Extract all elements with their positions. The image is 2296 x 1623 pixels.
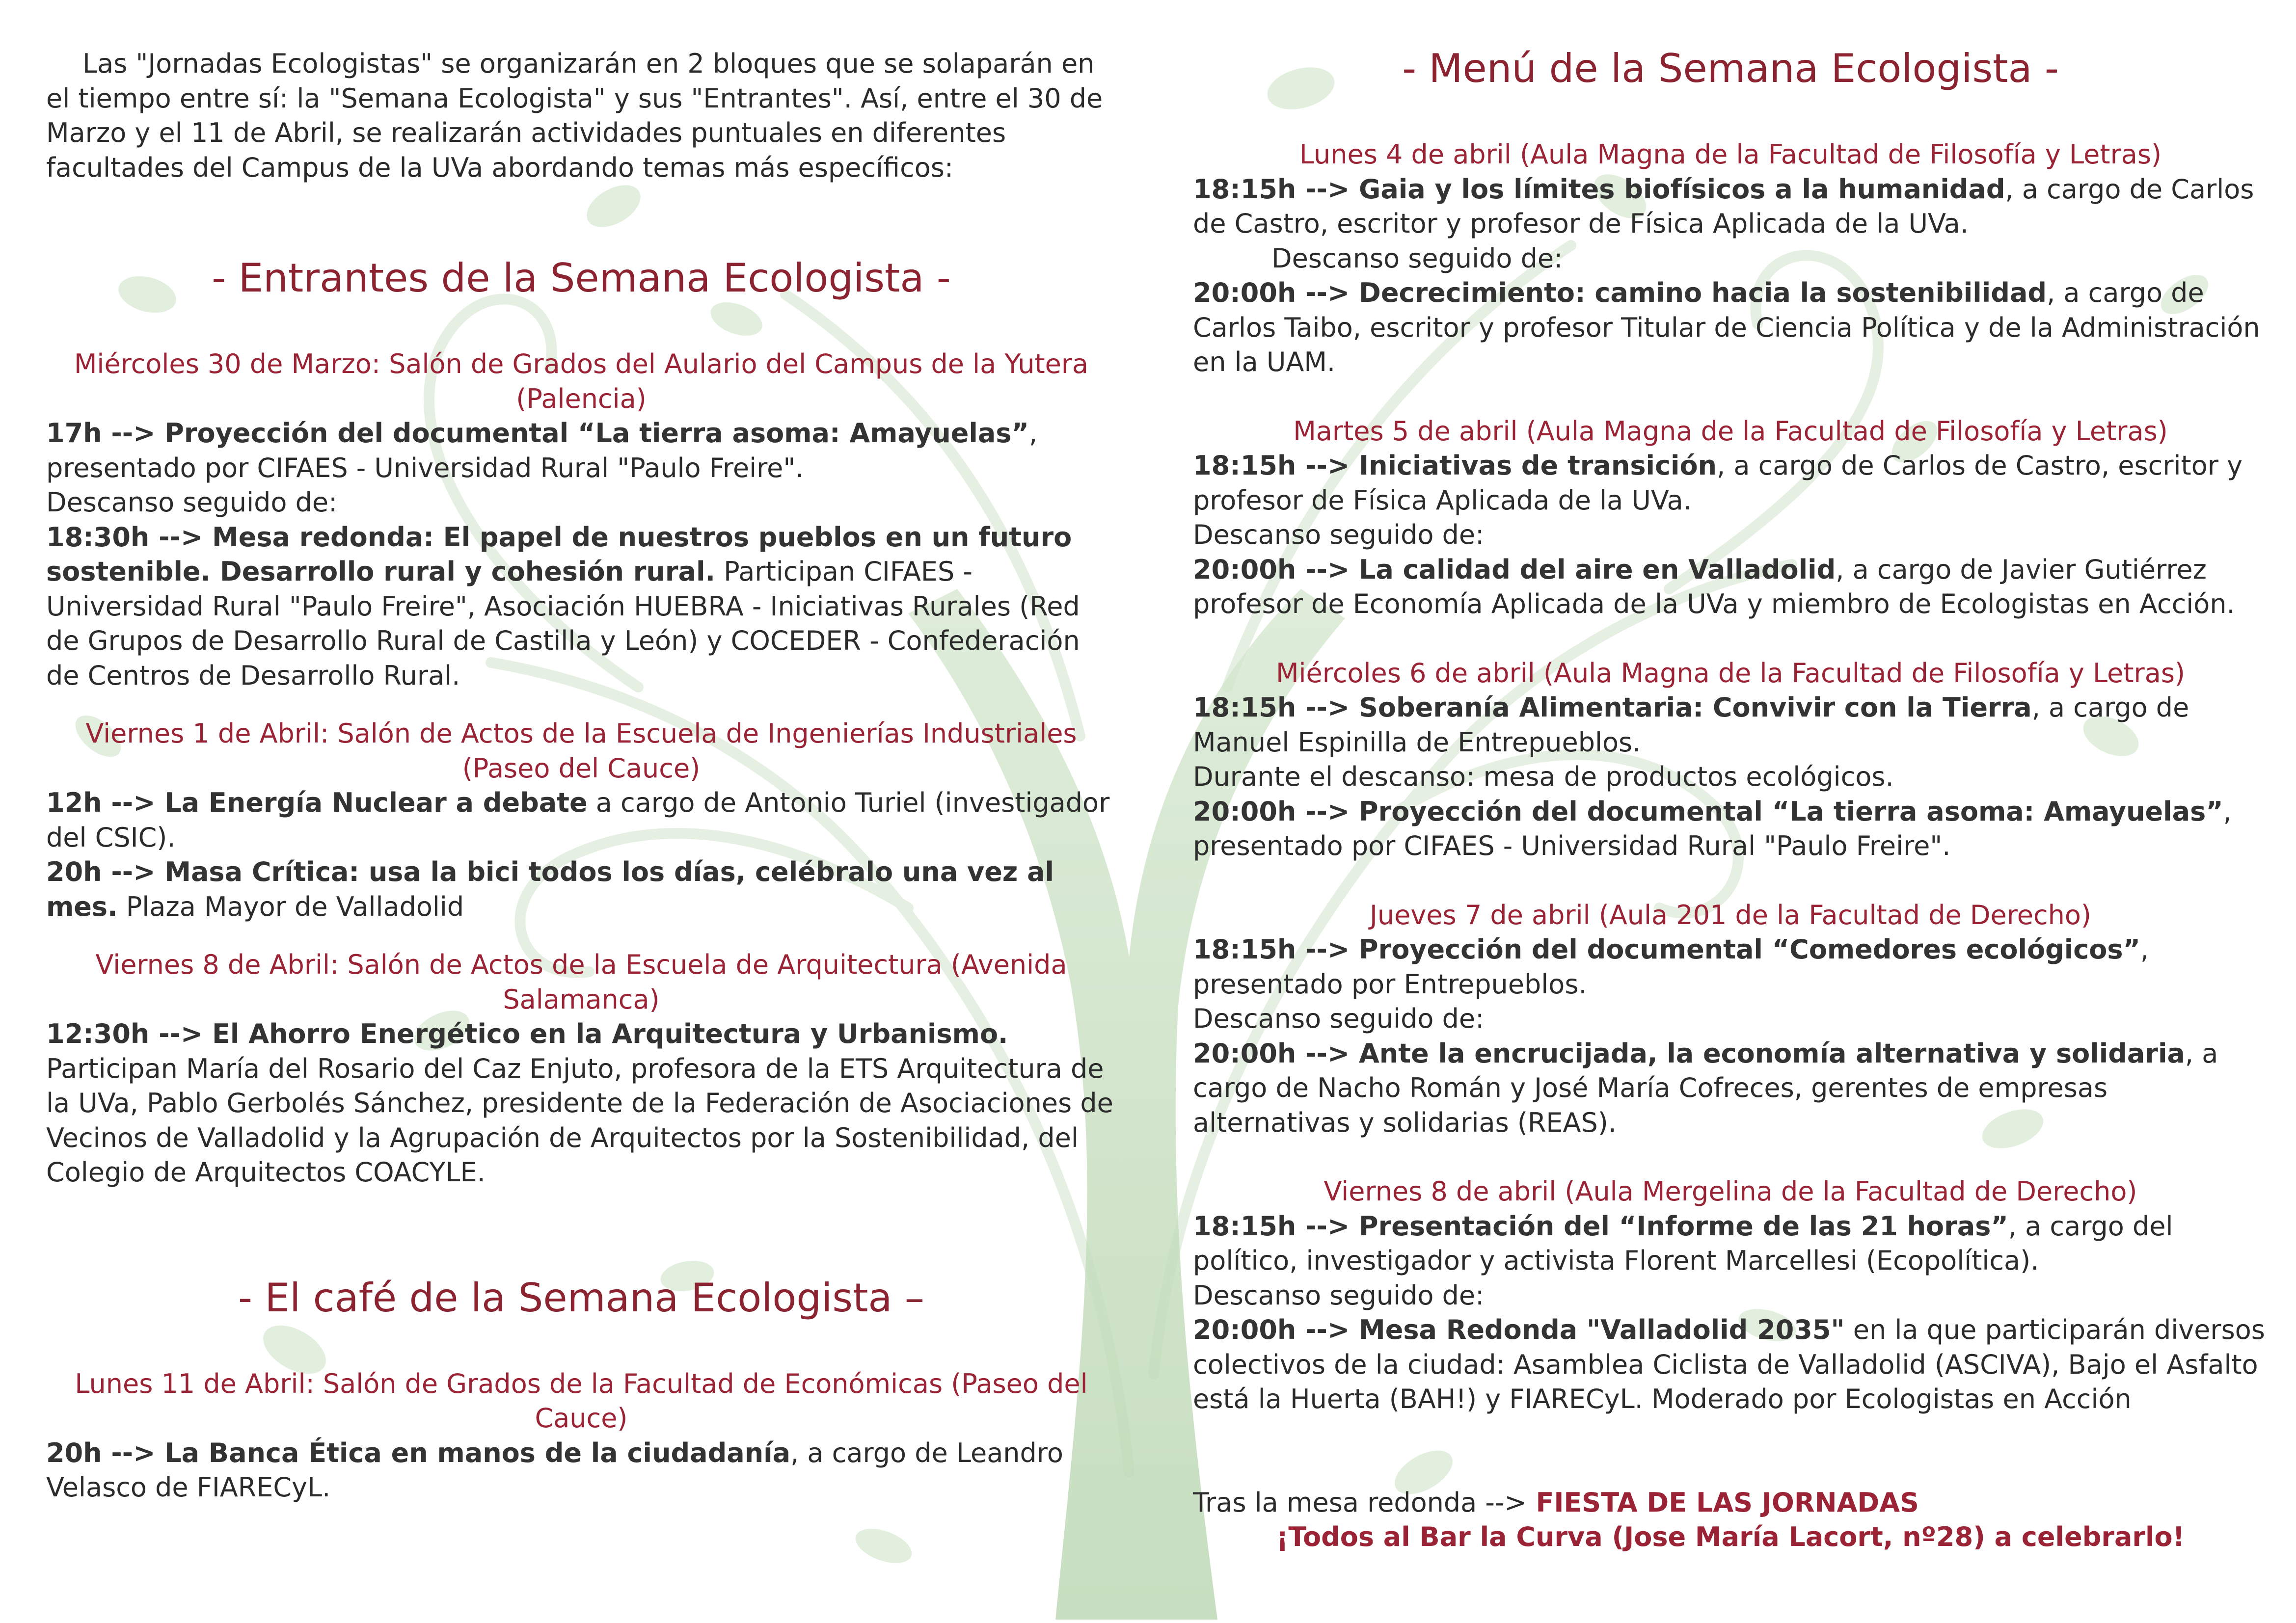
intro-paragraph: Las "Jornadas Ecologistas" se organizarán en 2 bloques que se solaparán en el tiempo entre sí: la "Semana Ecologista" y sus "Entrantes". Así, entre el 30 de Marzo y el 11 de Abril, se realizarán actividades puntuales en diferentes facultades del Campus de la UVa abordando temas más específicos: xyxy=(46,48,1103,183)
menu-lunes-header: Lunes 4 de abril (Aula Magna de la Facultad de Filosofía y Letras) xyxy=(1299,139,2162,170)
event-details: , presentado por CIFAES - Universidad Rural "Paulo Freire". xyxy=(46,418,1038,483)
event-title: 20:00h --> Mesa Redonda "Valladolid 2035" xyxy=(1193,1314,1845,1345)
event-details: en la que participarán diversos colectivos de la ciudad: Asamblea Ciclista de Valladolid (ASCIVA), Bajo el Asfalto está la Huerta (BAH!) y FIARECyL. Moderado por Ecologistas en Acción xyxy=(1193,1314,2265,1414)
event-details: Participan María del Rosario del Caz Enjuto, profesora de la ETS Arquitectura de la UVa, Pablo Gerbolés Sánchez, presidente de la Federación de Asociaciones de Vecinos de Valladolid y la Agrupación de Arquitectos por la Sostenibilidad, del Colegio de Arquitectos COACYLE. xyxy=(46,1053,1113,1188)
event-details: Plaza Mayor de Valladolid xyxy=(117,891,464,922)
entrantes-day1-header: Miércoles 30 de Marzo: Salón de Grados del Aulario del Campus de la Yutera (Palencia) xyxy=(74,348,1089,414)
event-title: 20:00h --> La calidad del aire en Valladolid xyxy=(1193,554,1836,585)
menu-miercoles-event2 xyxy=(1193,795,2268,864)
fiesta-celebration-text: ¡Todos al Bar la Curva (Jose María Lacort, nº28) a celebrarlo! xyxy=(1276,1521,2185,1552)
entrantes-day3-event1 xyxy=(46,1017,1116,1190)
event-details: , presentado por CIFAES - Universidad Rural "Paulo Freire". xyxy=(1193,796,2232,861)
menu-miercoles-event1 xyxy=(1193,691,2268,760)
fiesta-lead: Tras la mesa redonda --> xyxy=(1193,1487,1527,1518)
event-title: 18:15h --> Proyección del documental “Comedores ecológicos” xyxy=(1193,934,2140,965)
entrantes-title: - Entrantes de la Semana Ecologista - xyxy=(212,255,951,301)
entrantes-day2-header: Viernes 1 de Abril: Salón de Actos de la Escuela de Ingenierías Industriales (Paseo del Cauce) xyxy=(85,718,1077,784)
menu-lunes-break: Descanso seguido de: xyxy=(1271,242,1563,274)
event-title: 20h --> Masa Crítica: usa la bici todos los días, celébralo una vez al mes. xyxy=(46,856,1054,922)
event-title: 17h --> Proyección del documental “La tierra asoma: Amayuelas” xyxy=(46,418,1029,449)
menu-martes-break: Descanso seguido de: xyxy=(1193,519,1485,550)
event-details: , a cargo de Manuel Espinilla de Entrepueblos. xyxy=(1193,692,2189,758)
event-title: 20:00h --> Decrecimiento: camino hacia la sostenibilidad xyxy=(1193,277,2047,308)
event-title: 18:30h --> Mesa redonda: El papel de nuestros pueblos en un futuro sostenible. Desarrollo rural y cohesión rural. xyxy=(46,521,1072,587)
menu-jueves-event1 xyxy=(1193,932,2268,1002)
menu-martes-header: Martes 5 de abril (Aula Magna de la Facultad de Filosofía y Letras) xyxy=(1293,415,2168,447)
menu-lunes-event2 xyxy=(1193,276,2268,380)
event-title: 20h --> La Banca Ética en manos de la ciudadanía xyxy=(46,1437,791,1468)
menu-jueves-break: Descanso seguido de: xyxy=(1193,1003,1485,1034)
event-details: , a cargo de Carlos de Castro, escritor y profesor de Física Aplicada de la UVa. xyxy=(1193,173,2254,239)
menu-jueves-header: Jueves 7 de abril (Aula 201 de la Facultad de Derecho) xyxy=(1370,899,2091,931)
entrantes-day2-event1 xyxy=(46,786,1116,855)
event-title: 12:30h --> El Ahorro Energético en la Arquitectura y Urbanismo. xyxy=(46,1018,1008,1049)
event-title: 20:00h --> Ante la encrucijada, la economía alternativa y solidaria xyxy=(1193,1038,2185,1069)
event-details: , a cargo de Nacho Román y José María Cofreces, gerentes de empresas alternativas y solidarias (REAS). xyxy=(1193,1038,2218,1138)
menu-viernes-break: Descanso seguido de: xyxy=(1193,1279,1485,1311)
menu-lunes-event1 xyxy=(1193,172,2268,241)
event-details: , a cargo de Carlos Taibo, escritor y profesor Titular de Ciencia Política y de la Administración en la UAM. xyxy=(1193,277,2260,377)
menu-miercoles-header: Miércoles 6 de abril (Aula Magna de la Facultad de Filosofía y Letras) xyxy=(1275,657,2186,689)
fiesta-name: FIESTA DE LAS JORNADAS xyxy=(1526,1487,1919,1518)
event-details: , a cargo de Javier Gutiérrez profesor de Economía Aplicada de la UVa y miembro de Ecologistas en Acción. xyxy=(1193,554,2235,619)
event-title: 18:15h --> Presentación del “Informe de las 21 horas” xyxy=(1193,1210,2008,1242)
menu-jueves-event2 xyxy=(1193,1037,2268,1141)
menu-martes-event1 xyxy=(1193,449,2268,518)
event-details: a cargo de Antonio Turiel (investigador del CSIC). xyxy=(46,787,1110,853)
event-details: Participan CIFAES - Universidad Rural "Paulo Freire", Asociación HUEBRA - Iniciativas Rurales (Red de Grupos de Desarrollo Rural de Castilla y León) y COCEDER - Confederación de Centros de Desarrollo Rural. xyxy=(46,556,1080,691)
event-title: 12h --> La Energía Nuclear a debate xyxy=(46,787,588,818)
menu-viernes-header: Viernes 8 de abril (Aula Mergelina de la Facultad de Derecho) xyxy=(1324,1176,2137,1207)
entrantes-day2-event2 xyxy=(46,855,1116,924)
event-title: 18:15h --> Gaia y los límites biofísicos a la humanidad xyxy=(1193,173,2005,205)
entrantes-day1-break: Descanso seguido de: xyxy=(46,487,338,518)
event-details: , a cargo de Carlos de Castro, escritor y profesor de Física Aplicada de la UVa. xyxy=(1193,450,2243,516)
cafe-event1 xyxy=(46,1436,1116,1505)
event-details: , presentado por Entrepueblos. xyxy=(1193,934,2149,1000)
fiesta-celebration xyxy=(1193,1520,2268,1555)
entrantes-day3-header: Viernes 8 de Abril: Salón de Actos de la Escuela de Arquitectura (Avenida Salamanca) xyxy=(95,949,1067,1015)
menu-miercoles-break: Durante el descanso: mesa de productos ecológicos. xyxy=(1193,761,1894,792)
event-details: , a cargo de Leandro Velasco de FIARECyL. xyxy=(46,1437,1063,1503)
menu-martes-event2 xyxy=(1193,553,2268,622)
left-column xyxy=(46,47,1116,1505)
fiesta-line xyxy=(1193,1486,2268,1520)
event-title: 20:00h --> Proyección del documental “La tierra asoma: Amayuelas” xyxy=(1193,796,2223,827)
menu-viernes-event1 xyxy=(1193,1209,2268,1278)
cafe-title: - El café de la Semana Ecologista – xyxy=(238,1275,924,1321)
menu-viernes-event2 xyxy=(1193,1313,2268,1417)
cafe-day-header: Lunes 11 de Abril: Salón de Grados de la Facultad de Económicas (Paseo del Cauce) xyxy=(75,1368,1088,1434)
event-title: 18:15h --> Iniciativas de transición xyxy=(1193,450,1717,481)
event-details: , a cargo del político, investigador y activista Florent Marcellesi (Ecopolítica). xyxy=(1193,1210,2173,1276)
event-title: 18:15h --> Soberanía Alimentaria: Convivir con la Tierra xyxy=(1193,692,2032,723)
entrantes-day1-event1 xyxy=(46,416,1116,485)
right-column xyxy=(1193,47,2268,1555)
menu-title: - Menú de la Semana Ecologista - xyxy=(1402,46,2059,91)
entrantes-day1-event2 xyxy=(46,520,1116,693)
